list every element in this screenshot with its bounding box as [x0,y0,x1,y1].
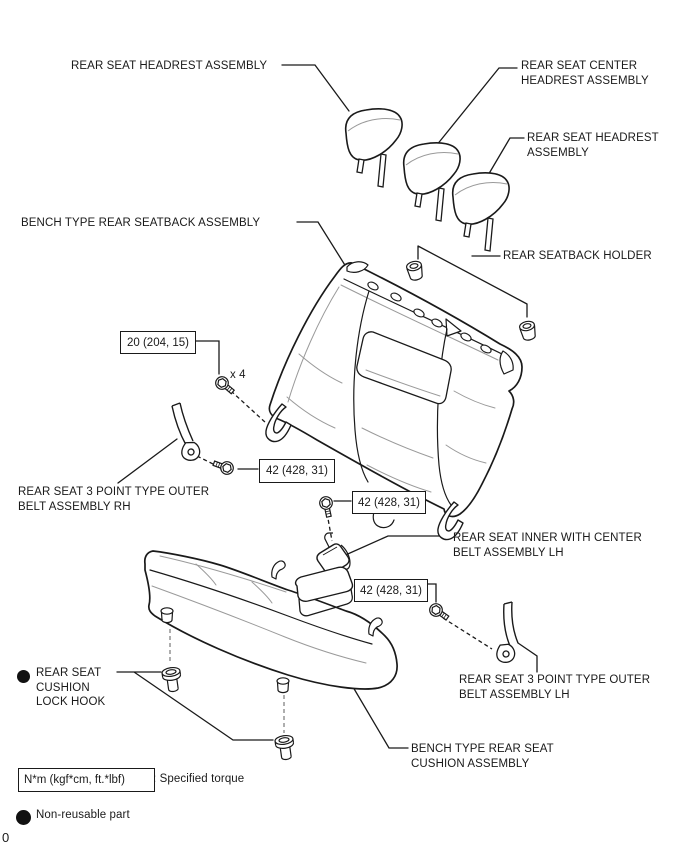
torque-box-seatback-bolt: 20 (204, 15) [120,331,196,354]
cushion-drawing [145,551,397,693]
headrest-right-drawing [453,173,509,251]
label-seatback-holder: REAR SEATBACK HOLDER [503,250,652,262]
belt-rh-bolt [212,457,235,476]
label-headrest-assembly-left: REAR SEAT HEADREST ASSEMBLY [71,60,268,72]
headrest-left-drawing [346,109,402,187]
non-reusable-icon [16,810,31,825]
torque-box-belt-lh: 42 (428, 31) [354,579,428,602]
page-margin-text: 0 [2,830,10,845]
label-headrest-assembly-right: REAR SEAT HEADREST ASSEMBLY [527,132,659,159]
legend-torque-unit-box: N*m (kgf*cm, ft.*lbf) [18,768,155,792]
torque-box-belt-rh: 42 (428, 31) [259,459,335,483]
belt-center-bolt [319,496,336,518]
label-outer-belt-lh: REAR SEAT 3 POINT TYPE OUTER BELT ASSEMBLY LH [459,674,651,701]
torque-box-belt-center: 42 (428, 31) [352,491,426,514]
seatback-holder-clip-right [519,320,538,341]
label-inner-belt: REAR SEAT INNER WITH CENTER BELT ASSEMBLY LH [453,532,642,559]
headrest-center-drawing [404,143,460,221]
cushion-lock-hook-pin-left [161,666,182,692]
label-cushion-lock-hook: REAR SEAT CUSHION LOCK HOOK [36,667,106,708]
belt-lh-bolt [427,601,451,623]
belt-rh-drawing [172,403,202,462]
label-seatback-assembly: BENCH TYPE REAR SEATBACK ASSEMBLY [21,217,261,229]
legend-torque-meaning: : Specified torque [153,773,245,785]
label-outer-belt-rh: REAR SEAT 3 POINT TYPE OUTER BELT ASSEMBLY RH [18,486,210,513]
label-cushion-assembly: BENCH TYPE REAR SEAT CUSHION ASSEMBLY [411,743,554,770]
legend-non-reusable: Non-reusable part [36,809,130,821]
bolt-count-note: x 4 [230,369,246,381]
belt-lh-drawing [496,602,518,664]
label-center-headrest-assembly: REAR SEAT CENTER HEADREST ASSEMBLY [521,60,649,87]
non-reusable-icon [17,670,30,683]
seatback-holder-clip-left [406,260,425,281]
cushion-lock-hook-pin-right [274,734,295,760]
